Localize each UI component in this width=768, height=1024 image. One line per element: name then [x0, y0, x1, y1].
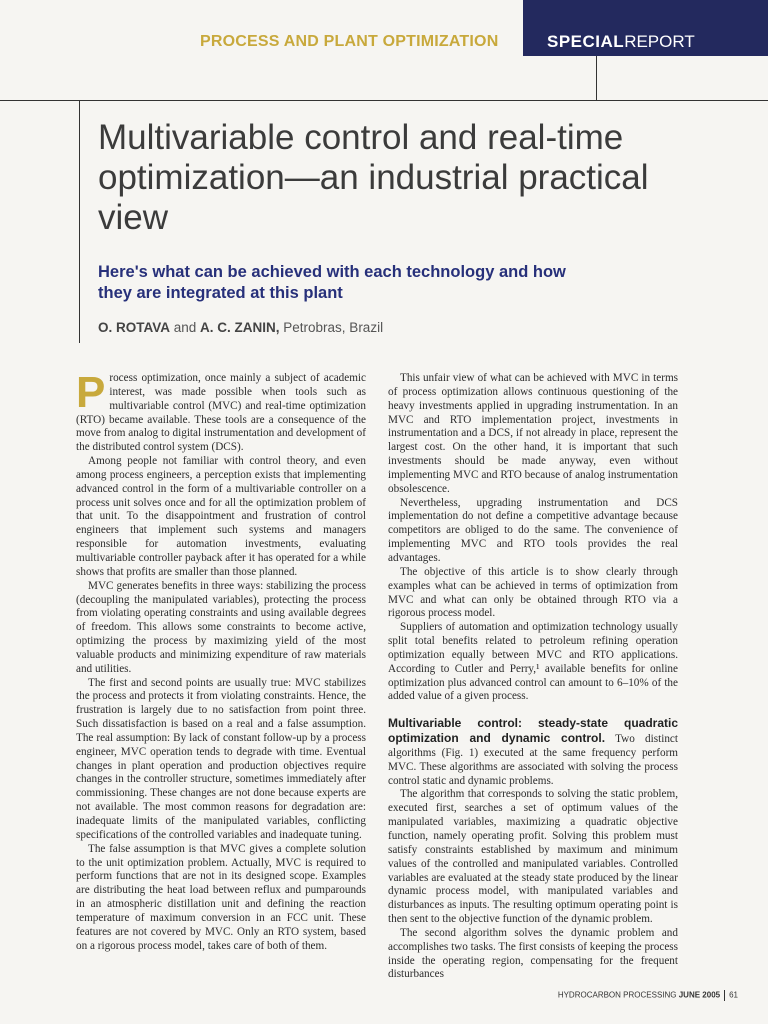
left-column	[76, 368, 366, 953]
footer-divider	[724, 990, 725, 1001]
right-column	[388, 372, 678, 982]
paragraph: Nevertheless, upgrading instrumentation and DCS implementation do not define a competitive advantage because competitors are obliged to do the same. The convenience of implementing MVC and RTO tools provides the real advantages.	[388, 496, 678, 564]
special-report-banner	[523, 0, 768, 56]
drop-cap: P	[76, 368, 106, 417]
paragraph	[76, 368, 366, 455]
report-label: REPORT	[624, 32, 695, 51]
paragraph: Suppliers of automation and optimization technology usually split total benefits related to petroleum refining operation optimization equally between MVC and RTO applications. According to Cutler and Perry,¹ available benefits for online optimization plus advanced control can amount to 6–10% of the added value of a given process.	[388, 621, 678, 703]
page-number: 61	[729, 990, 738, 1000]
page-footer	[558, 990, 738, 1001]
header-vertical-rule	[596, 56, 597, 101]
paragraph: The objective of this article is to show clearly through examples what can be achieved in terms of optimization from MVC and what can only be obtained through RTO via a rigorous process model.	[388, 565, 678, 620]
paragraph-text: rocess optimization, once mainly a subject of academic interest, was made possible when tools such as multivariable control (MVC) and real-time optimization (RTO) became available. These tools are a consequence of the move from analog to digital instrumentation and development of the distributed control system (DCS).	[76, 372, 366, 454]
paragraph: This unfair view of what can be achieved with MVC in terms of process optimization allows continuous questioning of the heavy investments applied in upgrading instrumentation. In an MVC and RTO implementation project, investments in instrumentation and a DCS, if not already in place, represent the largest cost. On the other hand, it is important that such investments should be made anyway, even without implementing MVC and RTO because of analog instrumentation obsolescence.	[388, 372, 678, 495]
paragraph: MVC generates benefits in three ways: stabilizing the process (decoupling the manipulated variables), protecting the process from violating operating constraints and using available degrees of freedom. This allows some constraints to become active, optimizing the process by maximizing yield of the most valuable products and minimizing expenditure of raw materials and utilities.	[76, 579, 366, 675]
affiliation: Petrobras, Brazil	[279, 320, 384, 335]
special-label: SPECIAL	[547, 32, 625, 51]
paragraph	[388, 717, 678, 788]
paragraph: Among people not familiar with control theory, and even among process engineers, a perception exists that implementing advanced control in the form of a multivariable controller on a process unit solves once and for all the optimization problem of that unit. To the disappointment and frustration of control engineers that implement such systems and managers responsible for automation investments, evaluating multivariable controller payback after it has operated for a while shows that profits are smaller than those planned.	[76, 455, 366, 578]
journal-name: HYDROCARBON PROCESSING	[557, 990, 677, 1000]
paragraph: The false assumption is that MVC gives a complete solution to the unit optimization problem. Actually, MVC is required to perform functions that are not in its designed scope. Examples are distributing the heat load between reflux and pumparounds in an atmospheric distillation unit and defining the reaction temperature of maximum conversion in an FCC unit. These features are not covered by MVC. Only an RTO system, based on a rigorous process model, takes care of both of them.	[76, 842, 366, 952]
header-divider	[0, 100, 768, 101]
section-title: PROCESS AND PLANT OPTIMIZATION	[200, 33, 499, 50]
article-title: Multivariable control and real-time optimization—an industrial practical view	[98, 118, 649, 237]
paragraph: The second algorithm solves the dynamic problem and accomplishes two tasks. The first consists of keeping the process inside the operating region, compensating for the frequent disturbances	[388, 926, 678, 981]
section-heading: Multivariable control: steady-state quadratic optimization and dynamic control.	[388, 716, 678, 746]
author-1: O. ROTAVA	[98, 320, 170, 335]
paragraph: The first and second points are usually true: MVC stabilizes the process and protects it from violating constraints. Hence, the frustration is largely due to no satisfaction from point three. Such dissatisfaction is based on a real and a false assumption. The real assumption: By lack of constant follow-up by a process engineer, MVC operation tends to degrade with time. Eventual changes in plant operation and production objectives require changes in the controller structure, sometimes immediately after commissioning. These changes are not done because experts are not available. The most common reasons for degradation are: inadequate limits of the manipulated variables, conflicting specifications of the controlled variables and inadequate tuning.	[76, 676, 366, 841]
byline-and: and	[170, 320, 201, 335]
issue-date: JUNE 2005	[678, 990, 721, 1000]
title-vertical-rule	[79, 100, 80, 343]
byline	[98, 320, 383, 335]
author-2: A. C. ZANIN,	[200, 320, 280, 335]
paragraph: The algorithm that corresponds to solving the static problem, executed first, searches a set of optimum values of the manipulated variables, maximizing a quadratic objective function, namely operating profit. Solving this problem must satisfy constraints established by maximum and minimum values of the controlled and manipulated variables. Controlled variables are evaluated at the steady state produced by the linear dynamic process model, with manipulated variables and disturbances as inputs. The resulting optimum operating point is then sent to the objective function of the dynamic problem.	[388, 788, 678, 926]
article-subtitle: Here's what can be achieved with each technology and how they are integrated at this plant	[98, 263, 566, 302]
paragraph-text: Two distinct algorithms (Fig. 1) executed at the same frequency perform MVC. These algorithms are associated with solving the process control static and dynamic problems.	[388, 733, 678, 787]
